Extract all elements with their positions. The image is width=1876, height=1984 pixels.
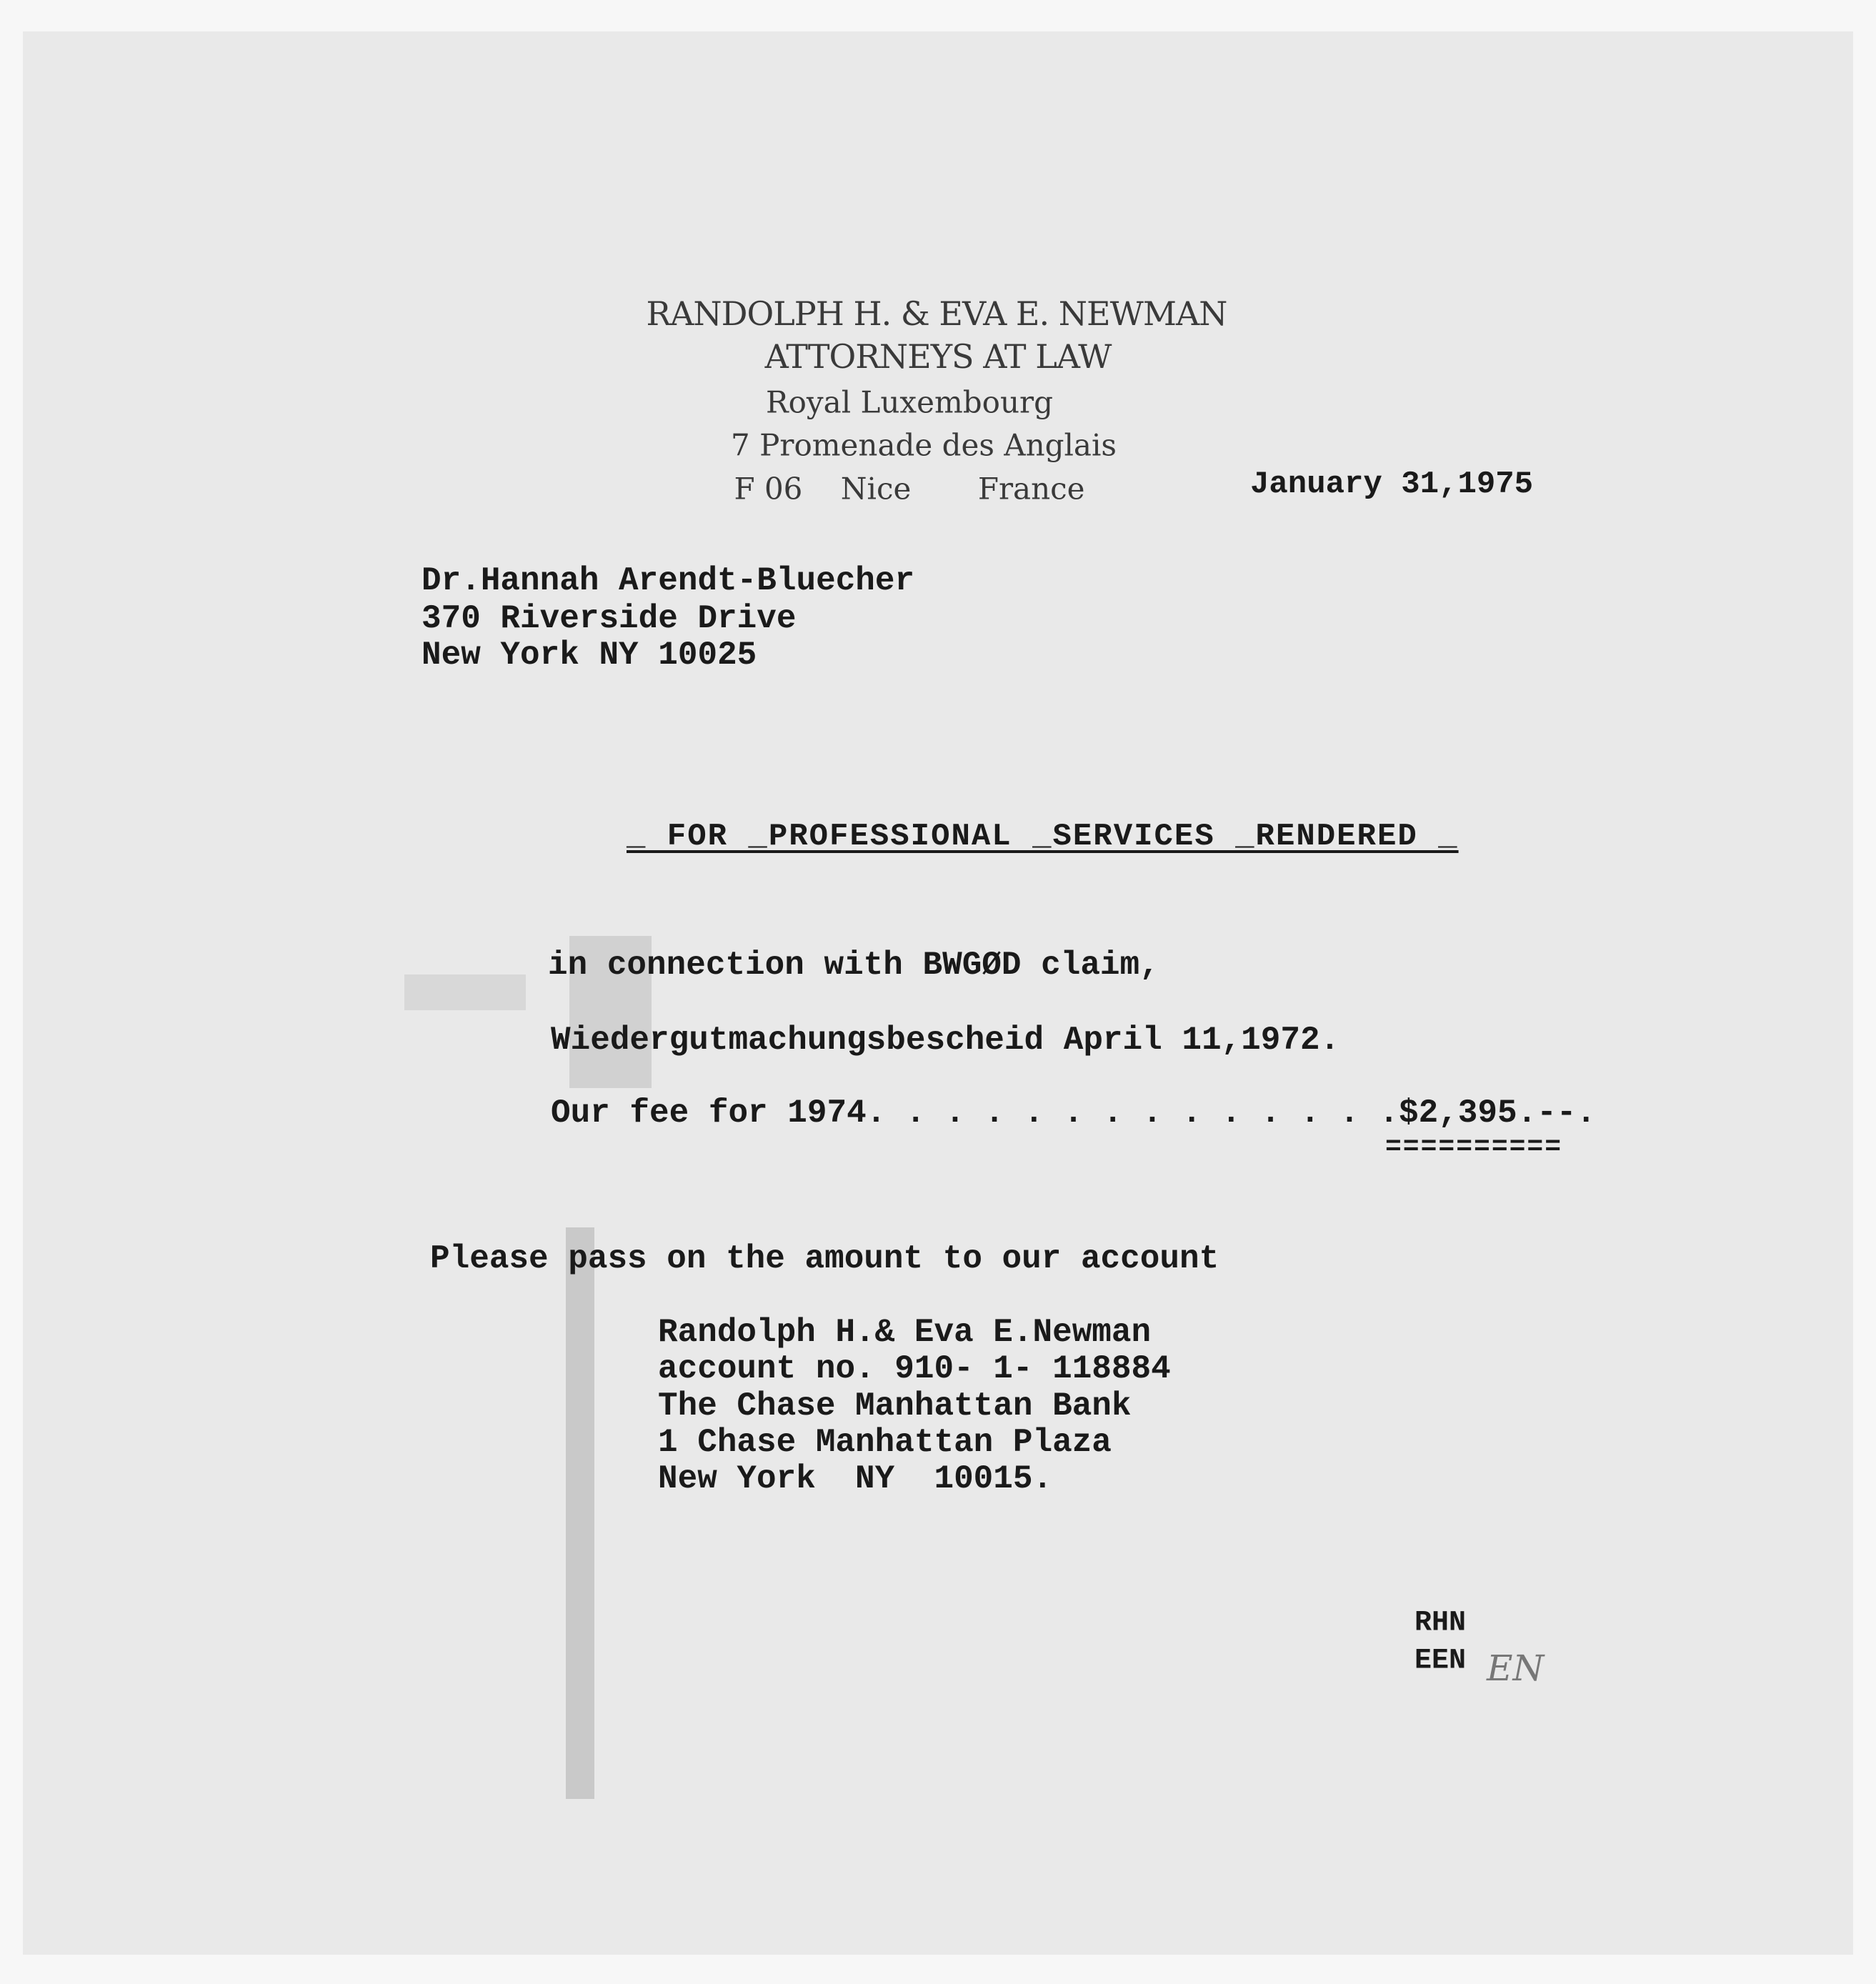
firm-building: Royal Luxembourg bbox=[766, 384, 1053, 420]
recipient-street: 370 Riverside Drive bbox=[421, 600, 797, 637]
payment-instruction: Please pass on the amount to our account bbox=[430, 1240, 1219, 1277]
smudge bbox=[404, 974, 526, 1010]
fee-double-underline: ========== bbox=[1385, 1132, 1563, 1163]
recipient-city: New York NY 10025 bbox=[421, 637, 757, 674]
initials-rhn: RHN bbox=[1415, 1607, 1467, 1640]
initials-een: EEN bbox=[1415, 1645, 1467, 1678]
bank-account-number: account no. 910- 1- 118884 bbox=[658, 1350, 1171, 1387]
bank-account-holder: Randolph H.& Eva E.Newman bbox=[658, 1314, 1152, 1351]
firm-street: 7 Promenade des Anglais bbox=[731, 427, 1117, 463]
fee-line: Our fee for 1974. . . . . . . . . . . . . .$2,395.--. bbox=[551, 1095, 1597, 1132]
firm-name: RANDOLPH H. & EVA E. NEWMAN bbox=[646, 294, 1227, 333]
invoice-heading: _ FOR _PROFESSIONAL _SERVICES _RENDERED _ bbox=[627, 819, 1459, 854]
decision-line: Wiedergutmachungsbescheid April 11,1972. bbox=[551, 1022, 1340, 1059]
bank-name: The Chase Manhattan Bank bbox=[658, 1387, 1132, 1425]
recipient-name: Dr.Hannah Arendt-Bluecher bbox=[421, 562, 915, 599]
bank-city: New York NY 10015. bbox=[658, 1460, 1053, 1497]
tape-stain bbox=[566, 1227, 594, 1799]
claim-line: in connection with BWGØD claim, bbox=[548, 947, 1159, 984]
firm-title: ATTORNEYS AT LAW bbox=[764, 337, 1112, 376]
handwritten-initials: EN bbox=[1487, 1647, 1545, 1689]
letter-date: January 31,1975 bbox=[1250, 467, 1534, 502]
bank-address: 1 Chase Manhattan Plaza bbox=[658, 1424, 1112, 1461]
firm-city: F 06 Nice France bbox=[734, 471, 1085, 507]
